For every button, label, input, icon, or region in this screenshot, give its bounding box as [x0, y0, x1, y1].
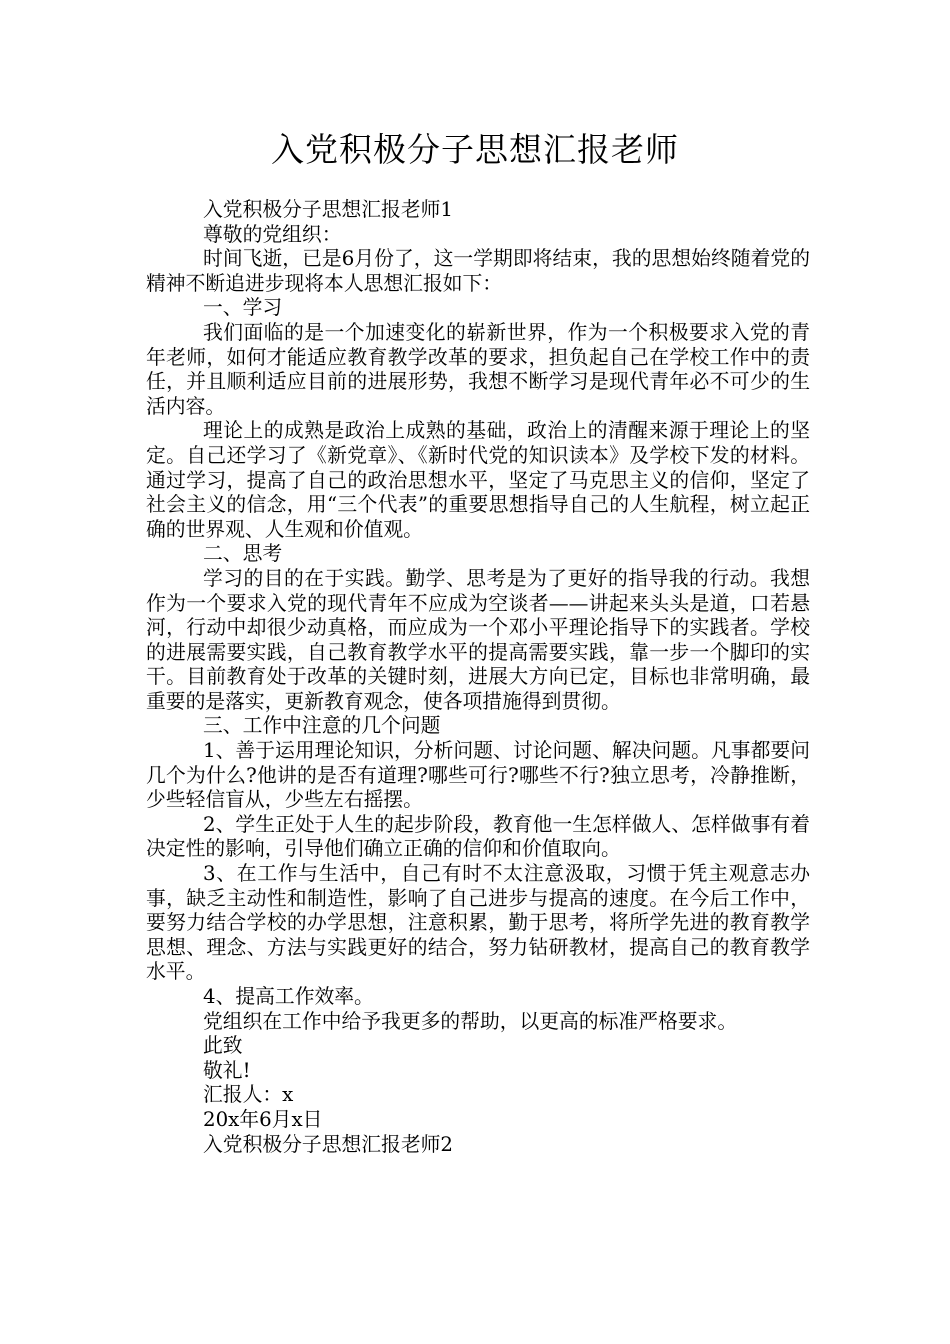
section-heading: 一、学习: [203, 296, 283, 320]
section-heading: 三、工作中注意的几个问题: [203, 714, 441, 738]
signature-line: 汇报人：x: [203, 1083, 294, 1107]
paragraph: 时间飞逝，已是6月份了，这一学期即将结束，我的思想始终随着党的精神不断追进步现将本人思想汇报如下：: [146, 247, 810, 295]
paragraph: 入党积极分子思想汇报老师2: [203, 1132, 453, 1156]
closing-line: 此致: [203, 1034, 243, 1058]
document-body: [146, 198, 810, 1157]
paragraph: 理论上的成熟是政治上成熟的基础，政治上的清醒来源于理论上的坚定。自己还学习了《新党章》、《新时代党的知识读本》及学校下发的材料。通过学习，提高了自己的政治思想水平，坚定了马克思主义的信仰，坚定了社会主义的信念，用“三个代表”的重要思想指导自己的人生航程，树立起正确的世界观、人生观和价值观。: [146, 419, 810, 541]
document-title: 入党积极分子思想汇报老师: [271, 130, 679, 169]
paragraph: 我们面临的是一个加速变化的崭新世界，作为一个积极要求入党的青年老师，如何才能适应教育教学改革的要求，担负起自己在学校工作中的责任，并且顺利适应目前的进展形势，我想不断学习是现代青年必不可少的生活内容。: [146, 320, 810, 418]
paragraph: 入党积极分子思想汇报老师1: [203, 198, 453, 221]
list-item: 1、善于运用理论知识，分析问题、讨论问题、解决问题。凡事都要问几个为什么?他讲的是否有道理?哪些可行?哪些不行?独立思考，冷静推断，少些轻信盲从，少些左右摇摆。: [146, 739, 810, 812]
section-heading: 二、思考: [203, 542, 283, 566]
list-item: 3、在工作与生活中，自己有时不太注意汲取，习惯于凭主观意志办事，缺乏主动性和制造性，影响了自己进步与提高的速度。在今后工作中，要努力结合学校的办学思想，注意积累，勤于思考，将所学先进的教育教学思想、理念、方法与实践更好的结合，努力钻研教材，提高自己的教育教学水平。: [146, 862, 810, 984]
closing-line: 敬礼!: [203, 1058, 251, 1082]
list-item: 2、学生正处于人生的起步阶段，教育他一生怎样做人、怎样做事有着决定性的影响，引导他们确立正确的信仰和价值取向。: [146, 812, 810, 861]
date-line: 20x年6月x日: [203, 1107, 323, 1131]
paragraph: 党组织在工作中给予我更多的帮助，以更高的标准严格要求。: [203, 1009, 738, 1033]
list-item: 4、提高工作效率。: [203, 985, 374, 1008]
paragraph: 学习的目的在于实践。勤学、思考是为了更好的指导我的行动。我想作为一个要求入党的现代青年不应成为空谈者——讲起来头头是道，口若悬河，行动中却很少动真格，而应成为一个邓小平理论指导下的实践者。学校的进展需要实践，自己教育教学水平的提高需要实践，靠一步一个脚印的实干。目前教育处于改革的关键时刻，进展大方向已定，目标也非常明确，最重要的是落实，更新教育观念，使各项措施得到贯彻。: [146, 566, 810, 713]
paragraph: 尊敬的党组织：: [203, 222, 342, 246]
